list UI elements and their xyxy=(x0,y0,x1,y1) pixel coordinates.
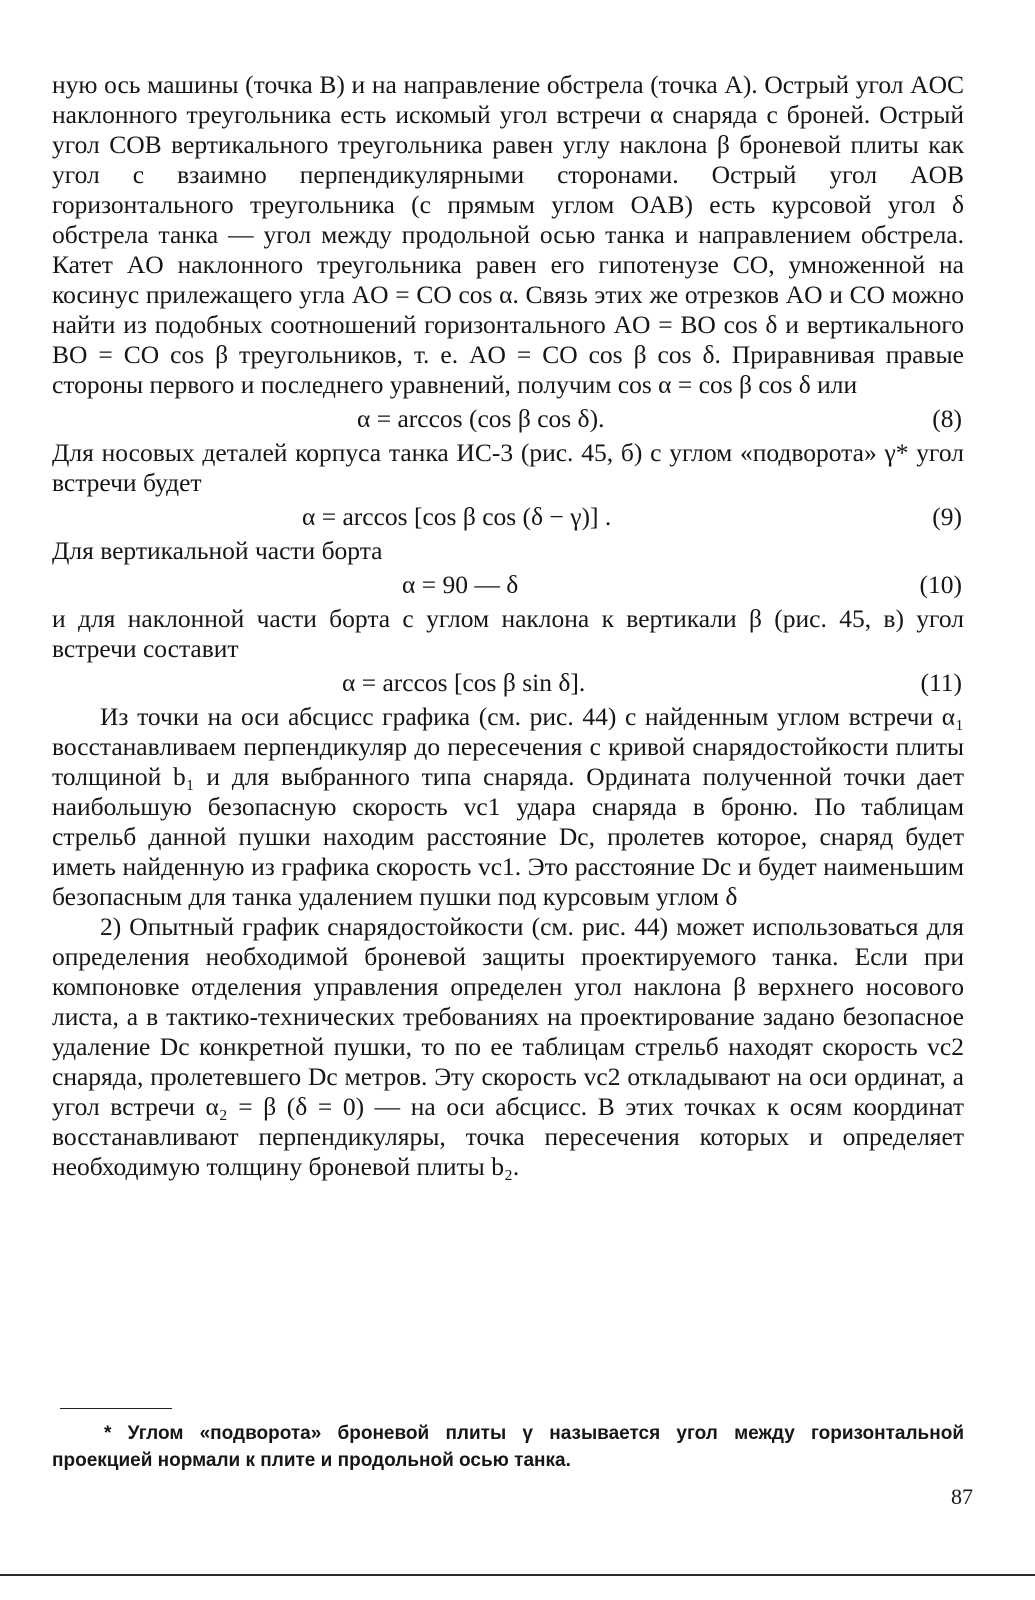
formula-expression: α = arccos [cos β cos (δ − γ)] . xyxy=(302,502,612,531)
formula-expression: α = arccos (cos β cos δ). xyxy=(357,404,605,433)
formula-11 xyxy=(52,666,964,700)
paragraph-graph-method: Из точки на оси абсцисс графика (см. рис. 44) с найденным углом встречи α₁ восстанавливаем перпендикуляр до пересечения с кривой снарядостойкости плиты толщиной b₁ и для выбранного типа снаряда. Ордината полученной точки дает наибольшую безопасную скорость vc1 удара снаряда в броню. По таблицам стрельб данной пушки находим расстояние Dc, пролетев которое, снаряд будет иметь найденную из графика скорость vc1. Это расстояние Dc и будет наименьшим безопасным для танка удалением пушки под курсовым углом δ xyxy=(52,702,964,911)
paragraph-nose-parts: Для носовых деталей корпуса танка ИС-3 (рис. 45, б) с углом «подворота» γ* угол встречи будет xyxy=(52,438,964,497)
paragraph-armor-design: 2) Опытный график снарядостойкости (см. рис. 44) может использоваться для определения необходимой броневой защиты проектируемого танка. Если при компоновке отделения управления определен угол наклона β верхнего носового листа, а в тактико-технических требованиях на проектирование задано безопасное удаление Dc конкретной пушки, то по ее таблицам стрельб находят скорость vc2 снаряда, пролетевшего Dc метров. Эту скорость vc2 откладывают на оси ординат, а угол встречи α₂ = β (δ = 0) — на оси абсцисс. В этих точках к осям координат восстанавливают перпендикуляры, точка пересечения которых и определяет необходимую толщину броневой плиты b₂. xyxy=(52,912,964,1181)
footnote: * Углом «подворота» броневой плиты γ называется угол между горизонтальной проекцией нормали к плите и продольной осью танка. xyxy=(52,1423,964,1471)
page-number: 87 xyxy=(951,1484,973,1509)
formula-number: (11) xyxy=(920,668,962,697)
formula-expression: α = arccos [cos β sin δ]. xyxy=(342,668,586,697)
footnote-divider xyxy=(60,1408,172,1409)
paragraph-inclined-side: и для наклонной части борта с углом наклона к вертикали β (рис. 45, в) угол встречи составит xyxy=(52,604,964,663)
formula-number: (8) xyxy=(932,404,962,433)
formula-10 xyxy=(52,568,964,602)
formula-8 xyxy=(52,402,964,436)
page-edge-line xyxy=(0,1574,1035,1576)
formula-number: (9) xyxy=(932,502,962,531)
formula-expression: α = 90 — δ xyxy=(402,570,519,599)
paragraph-vertical-side: Для вертикальной части борта xyxy=(52,536,383,565)
formula-number: (10) xyxy=(919,570,962,599)
formula-9 xyxy=(52,500,964,534)
paragraph-angle-derivation: ную ось машины (точка B) и на направление обстрела (точка A). Острый угол AOC наклонного треугольника есть искомый угол встречи α снаряда с броней. Острый угол COB вертикального треугольника равен углу наклона β броневой плиты как угол с взаимно перпендикулярными сторонами. Острый угол AOB горизонтального треугольника (с прямым углом OAB) есть курсовой угол δ обстрела танка — угол между продольной осью танка и направлением обстрела. Катет AO наклонного треугольника равен его гипотенузе CO, умноженной на косинус прилежащего угла AO = CO cos α. Связь этих же отрезков AO и CO можно найти из подобных соотношений горизонтального AO = BO cos δ и вертикального BO = CO cos β треугольников, т. е. AO = CO cos β cos δ. Приравнивая правые стороны первого и последнего уравнений, получим cos α = cos β cos δ или xyxy=(52,70,964,399)
main-text xyxy=(52,70,964,1182)
